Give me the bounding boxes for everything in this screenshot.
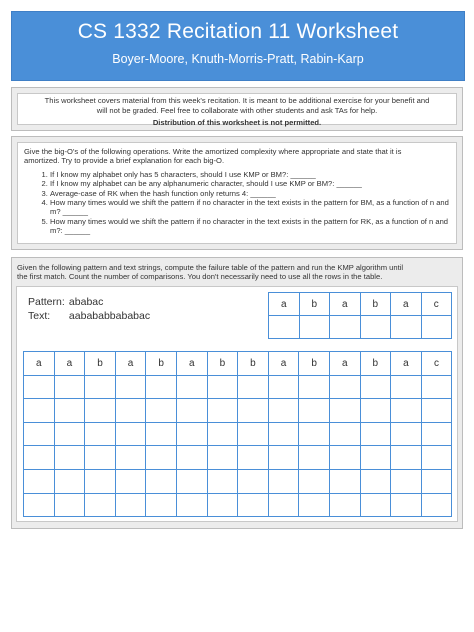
trace-cell[interactable] (176, 469, 207, 493)
kmp-trace-table (23, 351, 452, 517)
trace-cell[interactable] (421, 469, 452, 493)
trace-cell[interactable] (329, 446, 360, 470)
trace-cell[interactable] (54, 422, 85, 446)
pattern-line (28, 296, 103, 308)
big-o-question: 2. If I know my alphabet can be any alphanumeric character, should I use KMP or BM?: ______ (50, 179, 450, 188)
trace-row (24, 422, 452, 446)
trace-cell[interactable] (115, 446, 146, 470)
trace-cell[interactable] (207, 493, 238, 517)
text-label: Text: (28, 310, 51, 322)
trace-cell[interactable] (391, 469, 422, 493)
trace-cell[interactable] (360, 399, 391, 423)
text-char-cell: a (391, 352, 422, 376)
trace-cell[interactable] (176, 446, 207, 470)
trace-row (24, 375, 452, 399)
text-char-cell: b (85, 352, 116, 376)
big-o-question-list (24, 170, 450, 236)
trace-cell[interactable] (207, 446, 238, 470)
big-o-panel (11, 136, 463, 250)
trace-cell[interactable] (207, 399, 238, 423)
failure-table (268, 292, 452, 339)
failure-table-pattern-cell: a (269, 293, 300, 316)
text-char-cell: a (176, 352, 207, 376)
trace-cell[interactable] (54, 399, 85, 423)
trace-cell[interactable] (360, 493, 391, 517)
text-char-cell: b (207, 352, 238, 376)
trace-cell[interactable] (238, 422, 269, 446)
failure-table-pattern-cell: b (299, 293, 330, 316)
trace-cell[interactable] (24, 422, 55, 446)
trace-cell[interactable] (299, 422, 330, 446)
failure-table-pattern-cell: a (391, 293, 422, 316)
trace-cell[interactable] (146, 493, 177, 517)
trace-cell[interactable] (360, 446, 391, 470)
kmp-intro-1: Given the following pattern and text strings, compute the failure table of the pattern and run the KMP algorithm until (17, 263, 404, 272)
text-char-cell: a (54, 352, 85, 376)
trace-cell[interactable] (268, 375, 299, 399)
trace-cell[interactable] (268, 446, 299, 470)
trace-cell[interactable] (268, 469, 299, 493)
failure-table-pattern-cell: b (360, 293, 391, 316)
notice-distribution: Distribution of this worksheet is not permitted. (152, 118, 322, 127)
failure-table-answer-cell[interactable] (360, 316, 391, 339)
big-o-question: 1. If I know my alphabet only has 5 characters, should I use KMP or BM?: ______ (50, 170, 450, 179)
trace-cell[interactable] (54, 493, 85, 517)
text-char-cell: a (115, 352, 146, 376)
trace-cell[interactable] (176, 399, 207, 423)
trace-cell[interactable] (391, 446, 422, 470)
text-char-cell: a (24, 352, 55, 376)
trace-cell[interactable] (421, 375, 452, 399)
text-char-cell: b (146, 352, 177, 376)
trace-cell[interactable] (268, 399, 299, 423)
failure-table-answer-cell[interactable] (391, 316, 422, 339)
trace-cell[interactable] (421, 422, 452, 446)
text-char-cell: a (329, 352, 360, 376)
trace-cell[interactable] (24, 446, 55, 470)
failure-table-answer-cell[interactable] (330, 316, 361, 339)
trace-cell[interactable] (176, 422, 207, 446)
trace-cell[interactable] (24, 469, 55, 493)
trace-cell[interactable] (24, 493, 55, 517)
trace-cell[interactable] (238, 469, 269, 493)
text-char-cell: b (299, 352, 330, 376)
trace-cell[interactable] (329, 399, 360, 423)
trace-cell[interactable] (329, 375, 360, 399)
big-o-question: 5. How many times would we shift the pattern if no character in the text exists in the pattern for RK, as a function of n and m?: ______ (50, 217, 450, 236)
big-o-question: 4. How many times would we shift the pattern if no character in the text exists in the pattern for BM, as a function of n and m? ______ (50, 198, 450, 217)
trace-cell[interactable] (421, 399, 452, 423)
trace-cell[interactable] (238, 446, 269, 470)
text-char-cell: b (238, 352, 269, 376)
trace-cell[interactable] (85, 422, 116, 446)
trace-cell[interactable] (115, 422, 146, 446)
big-o-question: 3. Average-case of RK when the hash function only returns 4: ______ (50, 189, 450, 198)
text-char-cell: b (360, 352, 391, 376)
text-value: aabababbababac (68, 310, 151, 322)
trace-cell[interactable] (85, 375, 116, 399)
trace-cell[interactable] (329, 422, 360, 446)
trace-cell[interactable] (268, 422, 299, 446)
trace-cell[interactable] (115, 399, 146, 423)
worksheet-header (11, 11, 465, 81)
trace-row (24, 399, 452, 423)
trace-cell[interactable] (329, 493, 360, 517)
trace-cell[interactable] (24, 399, 55, 423)
trace-cell[interactable] (115, 493, 146, 517)
failure-table-answer-cell[interactable] (299, 316, 330, 339)
trace-cell[interactable] (85, 469, 116, 493)
trace-cell[interactable] (24, 375, 55, 399)
trace-row (24, 446, 452, 470)
trace-cell[interactable] (146, 422, 177, 446)
trace-cell[interactable] (115, 469, 146, 493)
notice-line-2: will not be graded. Feel free to collaborate with other students and ask TAs for help. (96, 105, 378, 115)
notice-panel (11, 87, 463, 131)
trace-cell[interactable] (360, 375, 391, 399)
text-char-cell: c (421, 352, 452, 376)
trace-cell[interactable] (176, 375, 207, 399)
trace-cell[interactable] (85, 399, 116, 423)
trace-cell[interactable] (146, 375, 177, 399)
big-o-intro-1: Give the big-O's of the following operations. Write the amortized complexity where appropriate and state that it is (24, 147, 402, 156)
trace-cell[interactable] (391, 375, 422, 399)
failure-table-answer-cell[interactable] (421, 316, 452, 339)
trace-cell[interactable] (299, 399, 330, 423)
trace-cell[interactable] (146, 446, 177, 470)
page-subtitle: Boyer-Moore, Knuth-Morris-Pratt, Rabin-Karp (112, 52, 364, 66)
trace-cell[interactable] (85, 493, 116, 517)
trace-cell[interactable] (360, 422, 391, 446)
trace-cell[interactable] (54, 469, 85, 493)
trace-cell[interactable] (268, 493, 299, 517)
trace-cell[interactable] (238, 399, 269, 423)
notice-line-1: This worksheet covers material from this week's recitation. It is meant to be additional exercise for your benefit and (44, 96, 430, 105)
text-line (28, 310, 150, 322)
trace-cell[interactable] (360, 469, 391, 493)
trace-cell[interactable] (54, 375, 85, 399)
trace-cell[interactable] (299, 469, 330, 493)
kmp-instructions (17, 263, 457, 282)
trace-row (24, 493, 452, 517)
trace-cell[interactable] (54, 446, 85, 470)
kmp-intro-2: the first match. Count the number of comparisons. You don't necessarily need to use all the rows in the table. (17, 272, 383, 282)
trace-cell[interactable] (115, 375, 146, 399)
trace-cell[interactable] (207, 375, 238, 399)
trace-cell[interactable] (299, 493, 330, 517)
failure-table-pattern-cell: a (330, 293, 361, 316)
pattern-value: ababac (68, 296, 104, 308)
text-char-cell: a (268, 352, 299, 376)
trace-cell[interactable] (391, 422, 422, 446)
trace-cell[interactable] (329, 469, 360, 493)
big-o-intro-2: amortized. Try to provide a brief explanation for each big-O. (24, 156, 225, 166)
trace-cell[interactable] (299, 375, 330, 399)
trace-cell[interactable] (207, 422, 238, 446)
trace-cell[interactable] (299, 446, 330, 470)
trace-cell[interactable] (146, 399, 177, 423)
page-title: CS 1332 Recitation 11 Worksheet (77, 20, 399, 43)
failure-table-answer-cell[interactable] (269, 316, 300, 339)
trace-cell[interactable] (176, 493, 207, 517)
trace-row (24, 469, 452, 493)
trace-cell[interactable] (85, 446, 116, 470)
trace-cell[interactable] (238, 493, 269, 517)
pattern-label: Pattern: (28, 296, 65, 308)
failure-table-pattern-cell: c (421, 293, 452, 316)
trace-cell[interactable] (238, 375, 269, 399)
trace-cell[interactable] (391, 493, 422, 517)
trace-cell[interactable] (421, 493, 452, 517)
trace-cell[interactable] (421, 446, 452, 470)
trace-cell[interactable] (391, 399, 422, 423)
trace-cell[interactable] (207, 469, 238, 493)
trace-cell[interactable] (146, 469, 177, 493)
